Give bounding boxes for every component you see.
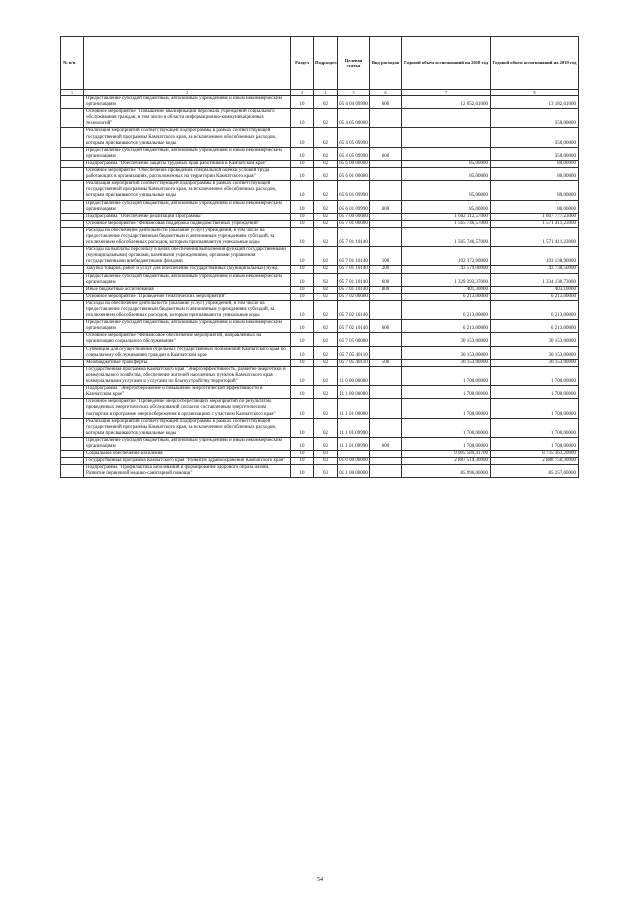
row-section-cell: 10: [291, 437, 314, 450]
row-2018-cell: 1 700,00000: [402, 418, 491, 437]
row-target-cell: 05 7 01 10140: [338, 247, 370, 266]
row-section-cell: 10: [291, 220, 314, 227]
table-row: [61, 220, 579, 227]
row-2018-cell: [402, 128, 491, 147]
row-subsection-cell: 02: [314, 128, 338, 147]
row-2018-cell: 85,00000: [402, 200, 491, 213]
row-2018-cell: 1 329 393,37000: [402, 273, 491, 286]
row-target-cell: 11 0 00 00000: [338, 366, 370, 385]
row-num-cell: [61, 300, 84, 319]
row-target-cell: 05 4 05 09990: [338, 128, 370, 147]
column-number: 1: [61, 90, 84, 96]
row-name-cell: Реализация мероприятий соответствующей подпрограммы в рамках соответствующей государственной программы Камчатского края, за исключением обособленных расходов, которым присваиваются уникальные коды: [84, 181, 291, 200]
row-section-cell: 10: [291, 168, 314, 181]
row-num-cell: [61, 147, 84, 160]
row-name-cell: Основное мероприятие "Проведение тематических мероприятий": [84, 293, 291, 300]
row-subsection-cell: 03: [314, 458, 338, 465]
header-2018: Годовой объем ассигнований на 2018 год: [402, 37, 491, 90]
row-type-cell: [370, 346, 402, 359]
row-subsection-cell: 02: [314, 273, 338, 286]
row-2019-cell: 43 738,50000: [491, 266, 579, 273]
row-type-cell: 600: [370, 437, 402, 450]
row-2019-cell: 1 334 130,73000: [491, 273, 579, 286]
row-name-cell: Расходы на обеспечение деятельности (оказание услуг) учреждений, в том числе на предоставление государственным бюджетным и автономным учреждениям субсидий, за исключением обособленных расходов, которым присваиваются уникальные коды: [84, 300, 291, 319]
row-subsection-cell: 02: [314, 333, 338, 346]
row-num-cell: [61, 386, 84, 399]
column-number: 8: [491, 90, 579, 96]
row-num-cell: [61, 128, 84, 147]
row-subsection-cell: 02: [314, 418, 338, 437]
row-type-cell: 100: [370, 247, 402, 266]
row-subsection-cell: 02: [314, 437, 338, 450]
row-section-cell: 10: [291, 366, 314, 385]
row-num-cell: [61, 168, 84, 181]
row-type-cell: [370, 227, 402, 246]
row-target-cell: 05 6 01 09990: [338, 200, 370, 213]
row-type-cell: [370, 333, 402, 346]
row-num-cell: [61, 181, 84, 200]
row-subsection-cell: 02: [314, 147, 338, 160]
column-number: 2: [84, 90, 291, 96]
row-name-cell: Подпрограмма "Обеспечение защиты трудовых прав работников в Камчатском крае": [84, 160, 291, 167]
row-type-cell: [370, 181, 402, 200]
table-row: [61, 465, 579, 478]
row-2019-cell: 6 213,00000: [491, 320, 579, 333]
row-target-cell: 05 6 01 00000: [338, 168, 370, 181]
table-body: [61, 96, 579, 478]
row-2018-cell: 1 700,00000: [402, 366, 491, 385]
row-2019-cell: 8 735 363,20000: [491, 451, 579, 458]
row-type-cell: 600: [370, 200, 402, 213]
row-name-cell: Субвенции для осуществления отдельных государственных полномочий Камчатского края по социальному обслуживанию граждан в Камчатском крае: [84, 346, 291, 359]
header-section: Раздел: [291, 37, 314, 90]
column-number: 4: [314, 90, 338, 96]
row-2019-cell: 1 700,00000: [491, 399, 579, 418]
row-section-cell: 10: [291, 273, 314, 286]
row-num-cell: [61, 227, 84, 246]
row-name-cell: Предоставление субсидий бюджетным, автономным учреждениям и иным некоммерческим организациям: [84, 273, 291, 286]
row-target-cell: 05 7 02 00000: [339, 293, 368, 299]
row-num-cell: [61, 293, 84, 300]
row-name-cell: Реализация мероприятий соответствующей подпрограммы в рамках соответствующей государственной программы Камчатского края, за исключением обособленных расходов, которым присваиваются уникальные коды: [84, 418, 291, 437]
row-type-cell: 600: [370, 320, 402, 333]
row-2018-cell: 1 565 746,57000: [402, 227, 491, 246]
table-row: [61, 109, 579, 128]
row-target-cell: 05 7 01 10140: [338, 273, 370, 286]
row-type-cell: 200: [370, 266, 402, 273]
row-num-cell: [61, 359, 84, 366]
row-2018-cell: 192 372,90000: [402, 247, 491, 266]
row-num-cell: [61, 247, 84, 266]
row-subsection-cell: 02: [314, 320, 338, 333]
row-2018-cell: 6 213,00000: [402, 300, 491, 319]
row-name-cell: Основное мероприятие "Финансовое обеспечение мероприятий, направленных на организацию социального обслуживания": [84, 333, 291, 346]
row-section-cell: 10: [291, 109, 314, 128]
row-num-cell: [61, 273, 84, 286]
row-subsection-cell: 02: [314, 168, 338, 181]
row-name-cell: Подпрограмма "Профилактика заболеваний и формирование здорового образа жизни. Развитие первичной медико-санитарной помощи": [84, 465, 291, 478]
row-2018-cell: 6 213,00000: [402, 293, 491, 300]
table-row: [61, 386, 579, 399]
row-subsection-cell: 02: [314, 386, 338, 399]
table-row: [61, 181, 579, 200]
row-section-cell: 10: [291, 346, 314, 359]
row-target-cell: 05 4 05 00000: [338, 109, 370, 128]
row-type-cell: [370, 366, 402, 385]
row-section-cell: 10: [291, 386, 314, 399]
table-row: [61, 213, 579, 220]
page-number: 54: [317, 877, 323, 883]
row-2018-cell: [402, 147, 491, 160]
row-2019-cell: 1 700,00000: [491, 366, 579, 385]
row-type-cell: 600: [370, 147, 402, 160]
row-2018-cell: 9 005 589,41700: [402, 451, 491, 458]
row-section-cell: 10: [291, 320, 314, 333]
table-row: [61, 293, 579, 300]
table-header-row: [61, 37, 579, 90]
row-name-cell: Предоставление субсидий бюджетным, автономным учреждениям и иным некоммерческим организациям: [84, 147, 291, 160]
row-num-cell: [61, 320, 84, 333]
row-subsection-cell: 02: [314, 286, 338, 293]
row-subsection-cell: 02: [314, 227, 338, 246]
row-target-cell: 11 1 01 00000: [338, 399, 370, 418]
row-2019-cell: 350,00000: [491, 147, 579, 160]
row-target-cell: [338, 451, 370, 458]
row-target-cell: 05 4 05 09990: [338, 147, 370, 160]
row-name-cell: Расходы на обеспечение деятельности (оказание услуг) учреждений, в том числе на предоставление государственным бюджетным и автономным учреждениям субсидий, за исключением обособленных расходов, которым присваиваются уникальные коды: [84, 227, 291, 246]
header-subsection: Подраздел: [314, 37, 338, 90]
row-2018-cell: 12 052,61000: [402, 96, 491, 109]
row-type-cell: [370, 451, 402, 458]
row-subsection-cell: 02: [314, 109, 338, 128]
row-subsection-cell: 02: [314, 293, 338, 300]
row-num-cell: [61, 418, 84, 437]
row-num-cell: [61, 220, 84, 227]
row-target-cell: 05 6 01 09990: [338, 181, 370, 200]
table-row: [61, 168, 579, 181]
row-num-cell: [61, 458, 84, 465]
row-target-cell: 05 7 05 40110: [339, 359, 368, 365]
row-target-cell: 01 1 00 00000: [338, 465, 370, 478]
row-type-cell: [370, 293, 402, 300]
row-type-cell: [370, 386, 402, 399]
row-2019-cell: 1 700,00000: [491, 437, 579, 450]
row-num-cell: [61, 200, 84, 213]
row-2018-cell: 85,00000: [402, 168, 491, 181]
row-subsection-cell: 03: [314, 465, 338, 478]
row-type-cell: 500: [370, 359, 402, 366]
row-name-cell: Предоставление субсидий бюджетным, автономным учреждениям и иным некоммерческим организациям: [84, 437, 291, 450]
row-target-cell: 01 0 00 00000: [339, 458, 368, 464]
row-name-cell: Основное мероприятие "Повышение квалификации персонала учреждений социального обслуживания граждан, в том числе в области информационно-коммуникационных технологий": [84, 109, 291, 128]
row-2018-cell: 1 565 746,57000: [402, 220, 491, 227]
row-type-cell: [370, 399, 402, 418]
row-name-cell: Реализация мероприятий соответствующей подпрограммы в рамках соответствующей государственной программы Камчатского края, за исключением обособленных расходов, которым присваиваются уникальные коды: [84, 128, 291, 147]
row-type-cell: [370, 160, 402, 167]
row-name-cell: Межбюджетные трансферты: [84, 359, 291, 366]
row-subsection-cell: 02: [314, 247, 338, 266]
row-target-cell: 05 4 04 09990: [338, 96, 370, 109]
row-section-cell: 10: [291, 286, 314, 293]
table-row: [61, 366, 579, 385]
row-name-cell: Социальное обеспечение населения: [84, 451, 291, 458]
row-section-cell: 10: [291, 451, 314, 458]
table-row: [61, 96, 579, 109]
row-2019-cell: 2 888 750,30000: [491, 458, 579, 465]
row-type-cell: [370, 465, 402, 478]
row-2018-cell: 6 213,00000: [402, 320, 491, 333]
table-row: [61, 160, 579, 167]
row-2018-cell: 30 153,00000: [402, 346, 491, 359]
row-section-cell: 10: [291, 147, 314, 160]
row-target-cell: 05 7 01 00000: [339, 220, 368, 226]
row-subsection-cell: 02: [314, 346, 338, 359]
row-2019-cell: 1 607 777,23000: [491, 213, 579, 220]
row-name-cell: Предоставление субсидий бюджетным, автономным учреждениям и иным некоммерческим организациям: [84, 320, 291, 333]
row-section-cell: 10: [291, 300, 314, 319]
header-2019: Годовой объем ассигнований на 2019 год: [491, 37, 579, 90]
row-2019-cell: 30 153,00000: [491, 333, 579, 346]
row-2019-cell: 193 138,90000: [491, 247, 579, 266]
row-target-cell: 11 1 00 00000: [338, 386, 370, 399]
row-subsection-cell: 02: [314, 200, 338, 213]
row-name-cell: Основное мероприятие "Проведение энергосберегающих мероприятий по результатам проведенных энергетических обследований согласно составленным энергетическим паспортам в программе энергосбережения в организациях с участием Камчатского края": [84, 399, 291, 418]
row-2019-cell: 1 700,00000: [491, 386, 579, 399]
row-subsection-cell: 02: [314, 96, 338, 109]
table-row: [61, 458, 579, 465]
row-num-cell: [61, 451, 84, 458]
row-section-cell: 10: [291, 458, 314, 465]
row-type-cell: [370, 109, 402, 128]
table-row: [61, 437, 579, 450]
row-2018-cell: 1 700,00000: [402, 386, 491, 399]
row-num-cell: [61, 465, 84, 478]
row-2019-cell: 403,10000: [491, 286, 579, 293]
row-target-cell: 05 7 02 10140: [338, 300, 370, 319]
table-row: [61, 399, 579, 418]
row-2018-cell: 43 579,00000: [402, 266, 491, 273]
row-num-cell: [61, 266, 84, 273]
row-type-cell: [370, 418, 402, 437]
table-row: [61, 333, 579, 346]
column-number: 3: [291, 90, 314, 96]
row-subsection-cell: 02: [314, 300, 338, 319]
row-name-cell: Основное мероприятие "Обеспечение проведения специальной оценки условий труда работающих в организациях, расположенных на территории Камчатского края": [84, 168, 291, 181]
row-target-cell: 05 7 02 10140: [338, 320, 370, 333]
row-subsection-cell: 02: [314, 213, 338, 220]
row-num-cell: [61, 437, 84, 450]
row-section-cell: 10: [291, 418, 314, 437]
row-type-cell: [370, 128, 402, 147]
row-subsection-cell: 02: [314, 266, 338, 273]
row-subsection-cell: 02: [314, 359, 338, 366]
row-section-cell: 10: [291, 227, 314, 246]
row-2019-cell: 80,00000: [491, 200, 579, 213]
column-number: 6: [370, 90, 402, 96]
row-name-cell: Предоставление субсидий бюджетным, автономным учреждениям и иным некоммерческим организациям: [84, 200, 291, 213]
row-section-cell: 10: [291, 465, 314, 478]
row-type-cell: [370, 168, 402, 181]
table-row: [61, 266, 579, 273]
row-target-cell: 05 7 05 00000: [338, 333, 370, 346]
row-subsection-cell: 02: [314, 366, 338, 385]
row-num-cell: [61, 96, 84, 109]
row-2019-cell: 30 153,00000: [491, 346, 579, 359]
table-row: [61, 247, 579, 266]
row-subsection-cell: 02: [314, 181, 338, 200]
row-section-cell: 10: [291, 213, 314, 220]
row-subsection-cell: 02: [314, 399, 338, 418]
header-name: [84, 37, 291, 90]
table-row: [61, 320, 579, 333]
row-2018-cell: 1 700,00000: [402, 437, 491, 450]
table-row: [61, 128, 579, 147]
row-2018-cell: 1 700,00000: [402, 399, 491, 418]
row-target-cell: 05 6 00 00000: [339, 160, 368, 166]
row-name-cell: Государственная программа Камчатского края "Развитие здравоохранения Камчатского края": [84, 458, 291, 465]
row-name-cell: Подпрограмма "Энергосбережение и повышение энергетической эффективности в Камчатском крае": [84, 386, 291, 399]
row-type-cell: [370, 220, 402, 227]
row-target-cell: 05 7 05 40110: [338, 346, 370, 359]
row-2018-cell: 401,30000: [402, 286, 491, 293]
row-2019-cell: 6 213,00000: [491, 293, 579, 300]
row-num-cell: [61, 160, 84, 167]
row-2018-cell: 1 602 112,57000: [402, 213, 491, 220]
row-num-cell: [61, 213, 84, 220]
row-2019-cell: 350,00000: [491, 109, 579, 128]
row-section-cell: 10: [291, 200, 314, 213]
row-num-cell: [61, 333, 84, 346]
row-type-cell: 800: [370, 286, 402, 293]
row-2018-cell: 85,00000: [402, 160, 491, 167]
row-section-cell: 10: [291, 359, 314, 366]
row-2018-cell: 85 996,00000: [402, 465, 491, 478]
row-name-cell: Закупка товаров, работ и услуг для обеспечения государственных (муниципальных) нужд: [84, 266, 291, 273]
row-num-cell: [61, 366, 84, 385]
row-target-cell: 05 7 01 10140: [339, 286, 368, 292]
row-type-cell: 600: [370, 96, 402, 109]
row-section-cell: 10: [291, 160, 314, 167]
row-subsection-cell: 02: [314, 220, 338, 227]
header-target: Целевая статья: [338, 37, 370, 90]
row-2019-cell: 80,00000: [491, 160, 579, 167]
row-name-cell: Предоставление субсидий бюджетным, автономным учреждениям и иным некоммерческим организациям: [84, 96, 291, 109]
column-number: 5: [338, 90, 370, 96]
row-num-cell: [61, 286, 84, 293]
table-row: [61, 359, 579, 366]
row-target-cell: 05 7 00 00000: [339, 213, 368, 219]
row-type-cell: 600: [370, 273, 402, 286]
table-row: [61, 200, 579, 213]
table-row: [61, 227, 579, 246]
row-section-cell: 10: [291, 399, 314, 418]
table-row: [61, 346, 579, 359]
row-section-cell: 10: [291, 266, 314, 273]
row-subsection-cell: 03: [314, 451, 338, 458]
row-num-cell: [61, 346, 84, 359]
row-name-cell: Расходы на выплаты персоналу в целях обеспечения выполнения функций государственными (муниципальными) органами, казенными учреждениями, органами управления государственными внебюджетными фондами: [84, 247, 291, 266]
row-name-cell: Государственная программа Камчатского края "Энергоэффективность, развитие энергетики и коммунального хозяйства, обеспечение жителей населенных пунктов Камчатского края коммунальными услугами и услугами по благоустройству территорий": [84, 366, 291, 385]
budget-table: [60, 36, 579, 478]
row-section-cell: 10: [291, 181, 314, 200]
row-type-cell: [370, 300, 402, 319]
row-2018-cell: 30 153,00000: [402, 359, 491, 366]
row-section-cell: 10: [291, 333, 314, 346]
header-exp-type: Вид расходов: [370, 37, 402, 90]
row-2019-cell: 13 182,61000: [491, 96, 579, 109]
row-name-cell: Подпрограмма "Обеспечение реализации Программы": [84, 213, 291, 220]
row-section-cell: 10: [291, 293, 314, 300]
row-2019-cell: 80,00000: [491, 181, 579, 200]
row-num-cell: [61, 109, 84, 128]
row-2018-cell: 85,00000: [402, 181, 491, 200]
row-2019-cell: 6 213,00000: [491, 300, 579, 319]
row-2018-cell: 30 153,00000: [402, 333, 491, 346]
header-num: № п/п: [61, 37, 84, 90]
row-target-cell: 05 7 01 10140: [339, 266, 368, 272]
table-row: [61, 273, 579, 286]
row-section-cell: 10: [291, 96, 314, 109]
table-row: [61, 286, 579, 293]
table-row: [61, 418, 579, 437]
row-2019-cell: 80,00000: [491, 168, 579, 181]
budget-table-sheet: [60, 36, 578, 478]
table-row: [61, 147, 579, 160]
table-row: [61, 300, 579, 319]
row-2019-cell: 1 700,00000: [491, 418, 579, 437]
row-2019-cell: 30 153,00000: [491, 359, 579, 366]
row-2018-cell: [402, 109, 491, 128]
row-2019-cell: 1 571 411,23000: [491, 227, 579, 246]
row-2019-cell: 85 257,00000: [491, 465, 579, 478]
row-target-cell: 11 1 01 09990: [338, 437, 370, 450]
row-subsection-cell: 02: [314, 160, 338, 167]
row-num-cell: [61, 399, 84, 418]
row-2018-cell: 2 887 519,30000: [402, 458, 491, 465]
row-type-cell: [370, 213, 402, 220]
row-name-cell: Основное мероприятие "Финансовая поддержка подведомственных учреждений": [84, 220, 291, 227]
row-target-cell: 05 7 01 10140: [338, 227, 370, 246]
row-2019-cell: 350,00000: [491, 128, 579, 147]
row-section-cell: 10: [291, 128, 314, 147]
row-type-cell: [370, 458, 402, 465]
column-number: 7: [402, 90, 491, 96]
row-section-cell: 10: [291, 247, 314, 266]
row-name-cell: Иные бюджетные ассигнования: [84, 286, 291, 293]
table-row: [61, 451, 579, 458]
row-target-cell: 11 1 01 09990: [338, 418, 370, 437]
row-2019-cell: 1 571 411,23000: [491, 220, 579, 227]
